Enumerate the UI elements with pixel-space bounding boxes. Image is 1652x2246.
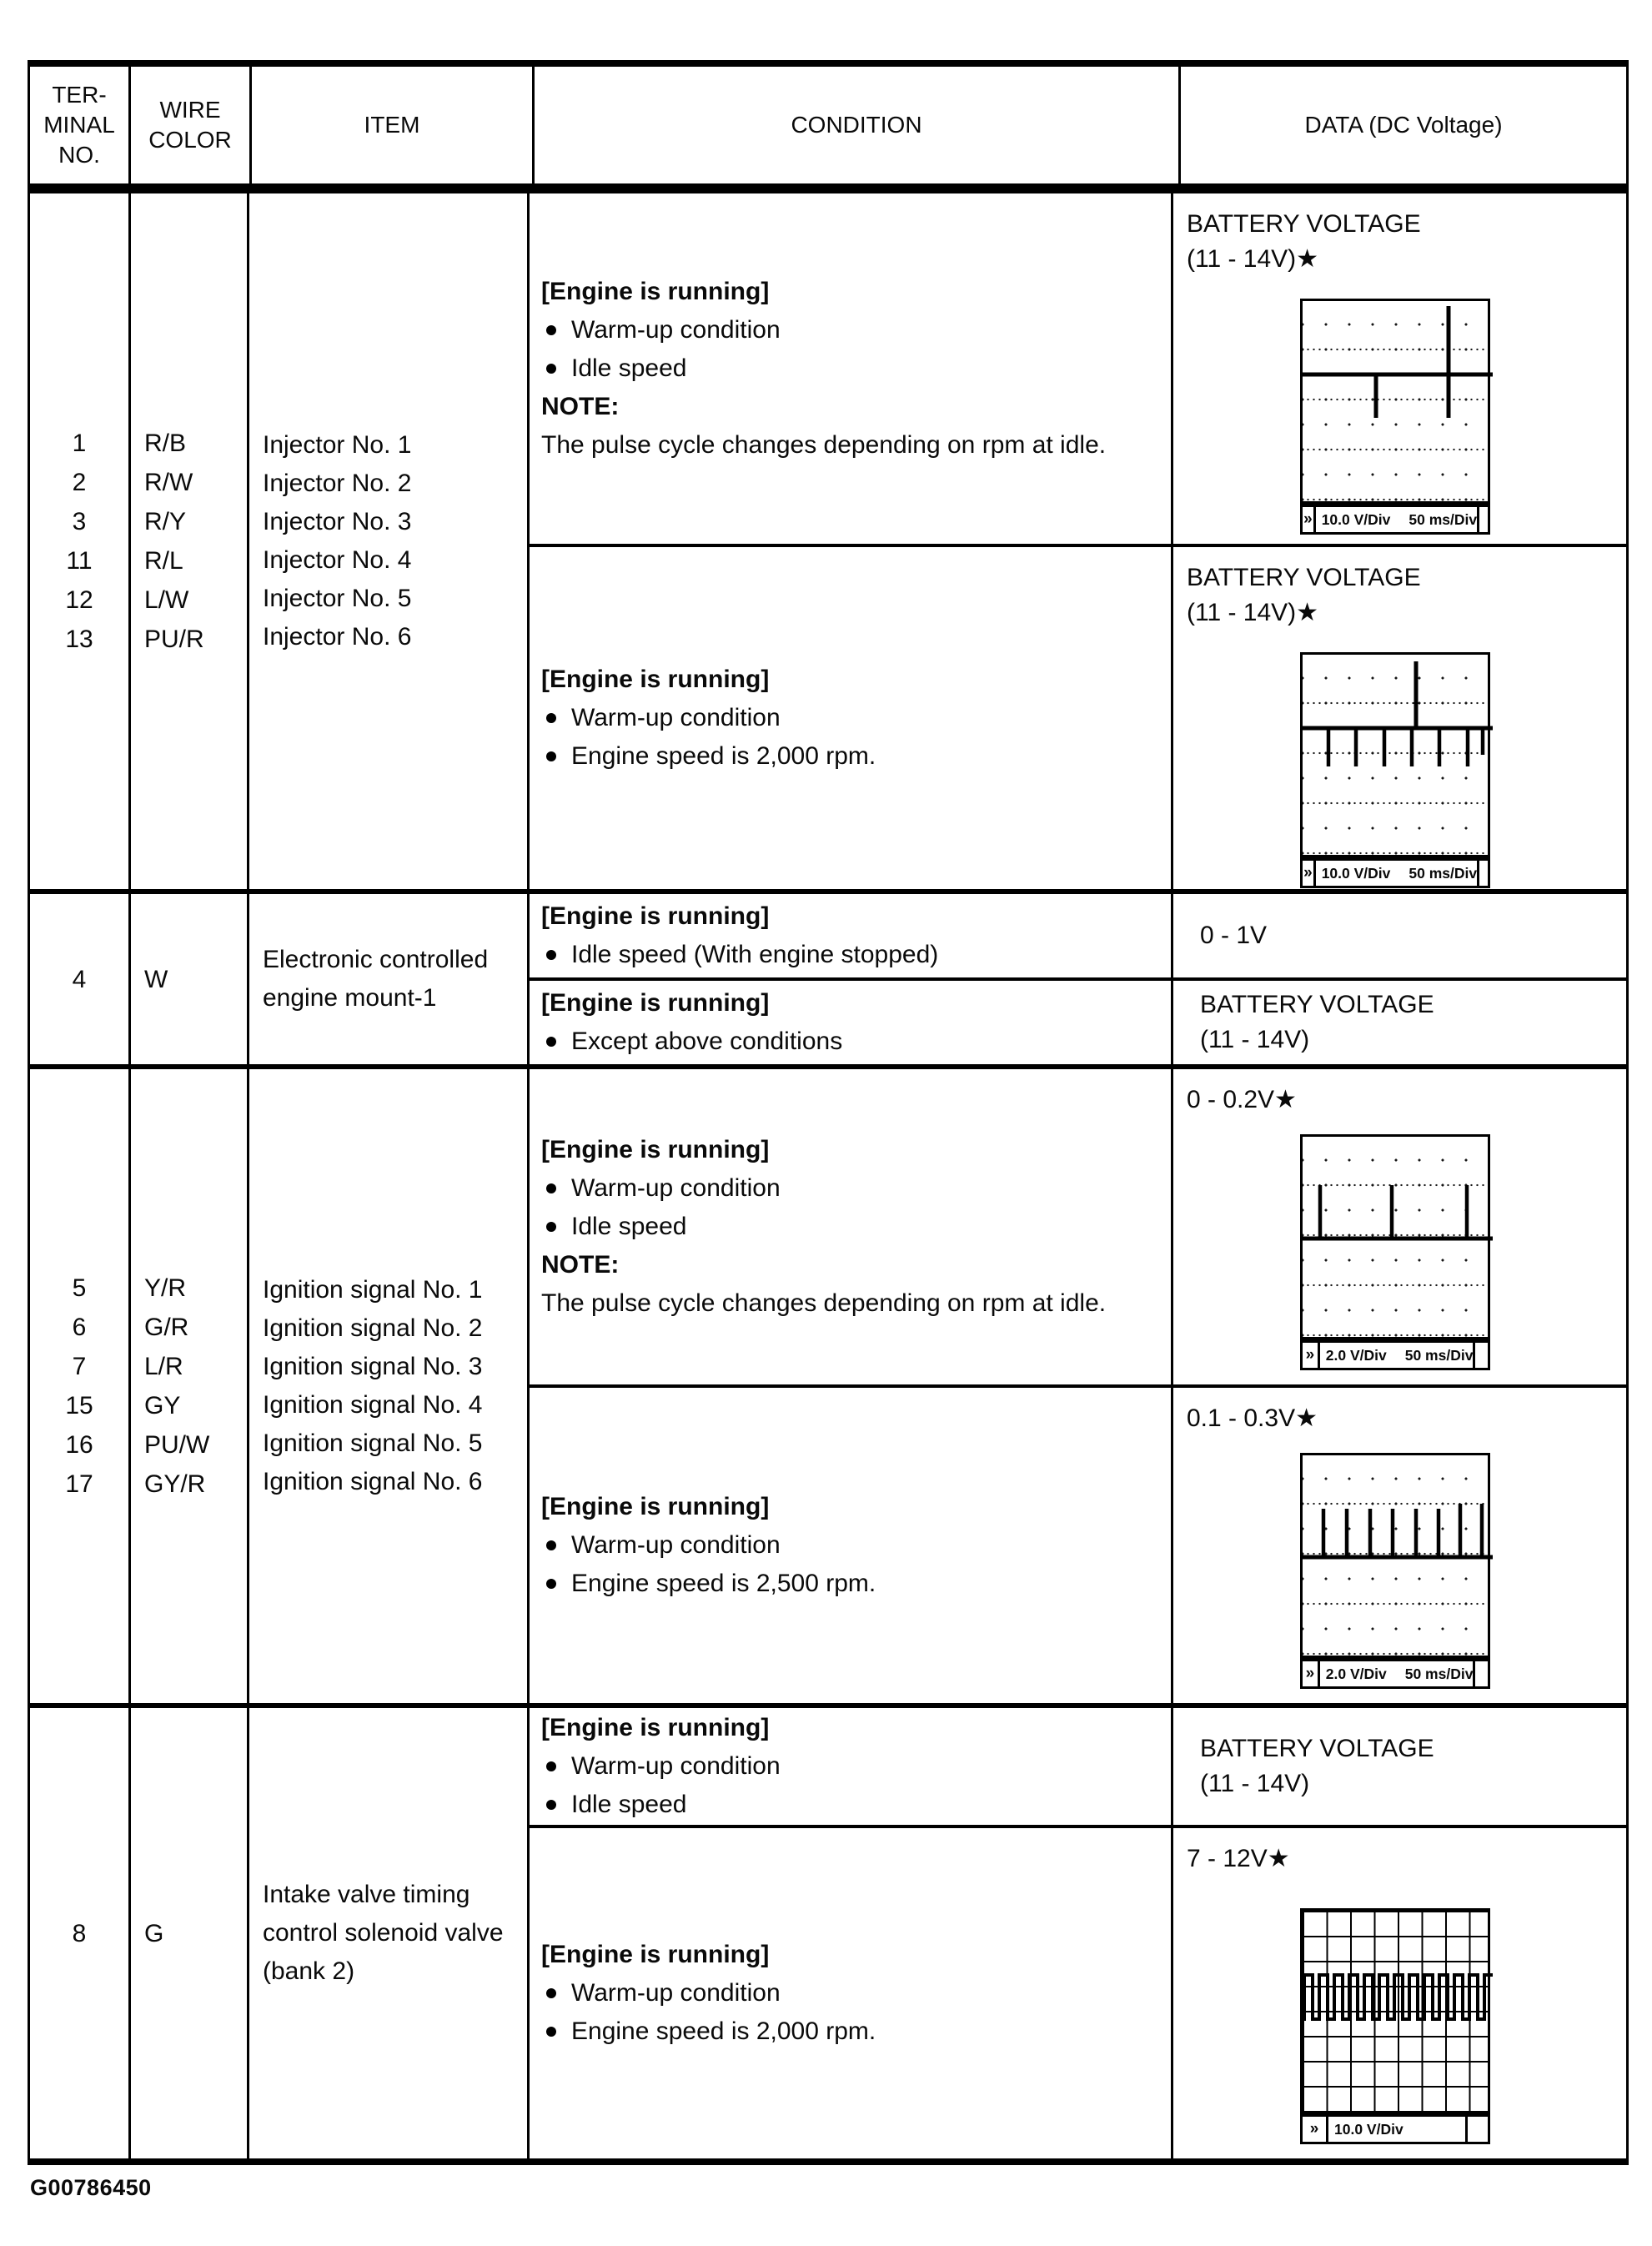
- bullet-icon: [546, 1540, 556, 1550]
- table-row-injectors: [30, 188, 1626, 889]
- data-value: 0.1 - 0.3V★: [1187, 1404, 1318, 1432]
- bullet-icon: [546, 1183, 556, 1193]
- data-value: BATTERY VOLTAGE: [1200, 991, 1434, 1018]
- solenoid-duty-waveform: [1303, 1911, 1493, 2111]
- scope-grid: [1300, 299, 1490, 504]
- scope-label-strip: [1300, 857, 1490, 888]
- scope-vdiv-label: 10.0 V/Div: [1334, 2121, 1403, 2138]
- data-cell: [1173, 1708, 1626, 1825]
- item-cell: Injector No. 1 Injector No. 2 Injector No. 3 Injector No. 4 Injector No. 5 Injector No. 6: [249, 193, 530, 889]
- bullet-item: Warm-up condition: [541, 1974, 1171, 2012]
- condition-state: [Engine is running]: [541, 278, 770, 305]
- scope-tdiv-label: 50 ms/Div: [1408, 511, 1478, 528]
- scope-grid: [1300, 1908, 1490, 2113]
- oscilloscope-waveform-panel: [1300, 1134, 1490, 1370]
- wire-color-cell: G: [131, 1708, 249, 2158]
- bullet-icon: [546, 751, 556, 761]
- bullet-item: Engine speed is 2,000 rpm.: [541, 2012, 1171, 2051]
- condition-cell: [530, 193, 1173, 544]
- ignition-2500rpm-waveform: [1303, 1455, 1493, 1656]
- header-item: ITEM: [252, 67, 535, 183]
- bullet-icon: [546, 325, 556, 335]
- wire-color-cell: R/B R/W R/Y R/L L/W PU/R: [131, 193, 249, 889]
- condition-cell: [530, 981, 1173, 1064]
- condition-cell: [530, 1708, 1173, 1825]
- note-text: The pulse cycle changes depending on rpm at idle.: [541, 431, 1107, 459]
- bullet-icon: [546, 364, 556, 374]
- bullet-item: Idle speed: [541, 1208, 1171, 1246]
- scope-label-strip: [1300, 1339, 1490, 1370]
- oscilloscope-waveform-panel: [1300, 299, 1490, 535]
- bullet-icon: [546, 1761, 556, 1771]
- condition-cell: [530, 894, 1173, 977]
- header-wire-color: WIRE COLOR: [131, 67, 252, 183]
- bullet-icon: [546, 713, 556, 723]
- condition-state: [Engine is running]: [541, 989, 770, 1017]
- bullet-icon: [546, 1222, 556, 1232]
- scope-grid: [1300, 1453, 1490, 1658]
- data-cell: [1173, 547, 1626, 889]
- data-value: (11 - 14V)★: [1187, 245, 1319, 273]
- condition-state: [Engine is running]: [541, 1941, 770, 1968]
- condition-state: [Engine is running]: [541, 1714, 770, 1741]
- condition-state: [Engine is running]: [541, 902, 770, 930]
- bullet-icon: [546, 1988, 556, 1998]
- data-value: BATTERY VOLTAGE: [1200, 1735, 1434, 1762]
- scope-marker-icon: »: [1303, 1343, 1320, 1368]
- scope-vdiv-label: 10.0 V/Div: [1321, 865, 1391, 882]
- item-cell: Ignition signal No. 1 Ignition signal No. 2 Ignition signal No. 3 Ignition signal No. 4 Ignition signal No. 5 Ignition signal No. 6: [249, 1069, 530, 1703]
- wire-color-cell: Y/R G/R L/R GY PU/W GY/R: [131, 1069, 249, 1703]
- terminal-cell: 4: [30, 894, 131, 1064]
- scope-marker-icon: »: [1303, 2117, 1328, 2142]
- injector-2000rpm-waveform: [1303, 655, 1493, 855]
- scope-grid: [1300, 1134, 1490, 1339]
- condition-state: [Engine is running]: [541, 1493, 770, 1520]
- bullet-icon: [546, 1800, 556, 1810]
- terminal-cell: 1 2 3 11 12 13: [30, 193, 131, 889]
- data-value: 0 - 0.2V★: [1187, 1086, 1297, 1113]
- condition-state: [Engine is running]: [541, 666, 770, 693]
- wire-color-cell: W: [131, 894, 249, 1064]
- scope-tdiv-label: 50 ms/Div: [1404, 1347, 1474, 1364]
- bullet-item: Except above conditions: [541, 1023, 1171, 1061]
- scope-end-box: [1465, 2117, 1488, 2142]
- scope-label-strip: [1300, 1658, 1490, 1689]
- data-cell: [1173, 193, 1626, 544]
- data-value: 7 - 12V★: [1187, 1845, 1290, 1872]
- condition-state: [Engine is running]: [541, 1136, 770, 1163]
- data-cell: [1173, 894, 1626, 977]
- data-value: (11 - 14V)★: [1187, 599, 1319, 626]
- bullet-item: Warm-up condition: [541, 699, 1171, 737]
- condition-cell: [530, 1069, 1173, 1384]
- data-value: BATTERY VOLTAGE: [1187, 564, 1421, 591]
- bullet-icon: [546, 950, 556, 960]
- injector-idle-waveform: [1303, 301, 1493, 501]
- scope-marker-icon: »: [1303, 1661, 1320, 1686]
- scope-grid: [1300, 652, 1490, 857]
- scope-tdiv-label: 50 ms/Div: [1404, 1666, 1474, 1682]
- header-data: DATA (DC Voltage): [1304, 112, 1503, 138]
- data-cell: [1173, 1069, 1626, 1384]
- scope-vdiv-label: 2.0 V/Div: [1325, 1347, 1387, 1364]
- condition-cell: [530, 547, 1173, 889]
- table-row-engine-mount: [30, 889, 1626, 1064]
- bullet-icon: [546, 1037, 556, 1047]
- oscilloscope-waveform-panel: [1300, 1453, 1490, 1689]
- scope-marker-icon: »: [1303, 507, 1316, 532]
- bullet-item: Warm-up condition: [541, 1169, 1171, 1208]
- bullet-item: Idle speed: [541, 349, 1171, 388]
- condition-cell: [530, 1828, 1173, 2158]
- scope-tdiv-label: 50 ms/Div: [1408, 865, 1478, 882]
- oscilloscope-waveform-panel: [1300, 1908, 1490, 2144]
- table-row-intake-valve-solenoid: [30, 1703, 1626, 2158]
- scope-vdiv-label: 10.0 V/Div: [1321, 511, 1391, 528]
- bullet-item: Engine speed is 2,000 rpm.: [541, 737, 1171, 776]
- header-condition: CONDITION: [535, 67, 1181, 183]
- data-value: BATTERY VOLTAGE: [1187, 210, 1421, 238]
- table-header-row: [30, 67, 1626, 188]
- data-value: 0 - 1V: [1200, 922, 1268, 949]
- data-cell: [1173, 981, 1626, 1064]
- terminal-cell: 8: [30, 1708, 131, 2158]
- scope-marker-icon: »: [1303, 861, 1316, 886]
- scope-end-box: [1477, 507, 1488, 532]
- scope-vdiv-label: 2.0 V/Div: [1325, 1666, 1387, 1682]
- data-value: (11 - 14V): [1200, 1770, 1310, 1797]
- scope-label-strip: [1300, 2113, 1490, 2144]
- header-terminal-no: TER- MINAL NO.: [30, 67, 131, 183]
- bullet-item: Warm-up condition: [541, 311, 1171, 349]
- terminal-cell: 5 6 7 15 16 17: [30, 1069, 131, 1703]
- figure-id: G00786450: [30, 2175, 152, 2200]
- item-cell: Intake valve timing control solenoid valve (bank 2): [249, 1708, 530, 2158]
- data-cell: [1173, 1828, 1626, 2158]
- table-row-ignition-signals: [30, 1064, 1626, 1703]
- note-label: NOTE:: [541, 1251, 620, 1279]
- note-text: The pulse cycle changes depending on rpm at idle.: [541, 1289, 1107, 1317]
- bullet-item: Engine speed is 2,500 rpm.: [541, 1565, 1171, 1603]
- item-cell: Electronic controlled engine mount-1: [249, 894, 530, 1064]
- scope-label-strip: [1300, 504, 1490, 535]
- scope-end-box: [1477, 861, 1488, 886]
- ecm-terminal-table: [28, 60, 1629, 2165]
- condition-cell: [530, 1388, 1173, 1703]
- bullet-icon: [546, 1579, 556, 1589]
- scope-end-box: [1473, 1661, 1488, 1686]
- bullet-item: Warm-up condition: [541, 1747, 1171, 1786]
- bullet-icon: [546, 2027, 556, 2037]
- oscilloscope-waveform-panel: [1300, 652, 1490, 888]
- scope-end-box: [1473, 1343, 1488, 1368]
- bullet-item: Idle speed: [541, 1786, 1171, 1824]
- data-value: (11 - 14V): [1200, 1026, 1310, 1053]
- note-label: NOTE:: [541, 393, 620, 420]
- ignition-idle-waveform: [1303, 1137, 1493, 1337]
- data-cell: [1173, 1388, 1626, 1703]
- bullet-item: Idle speed (With engine stopped): [541, 936, 1171, 974]
- bullet-item: Warm-up condition: [541, 1526, 1171, 1565]
